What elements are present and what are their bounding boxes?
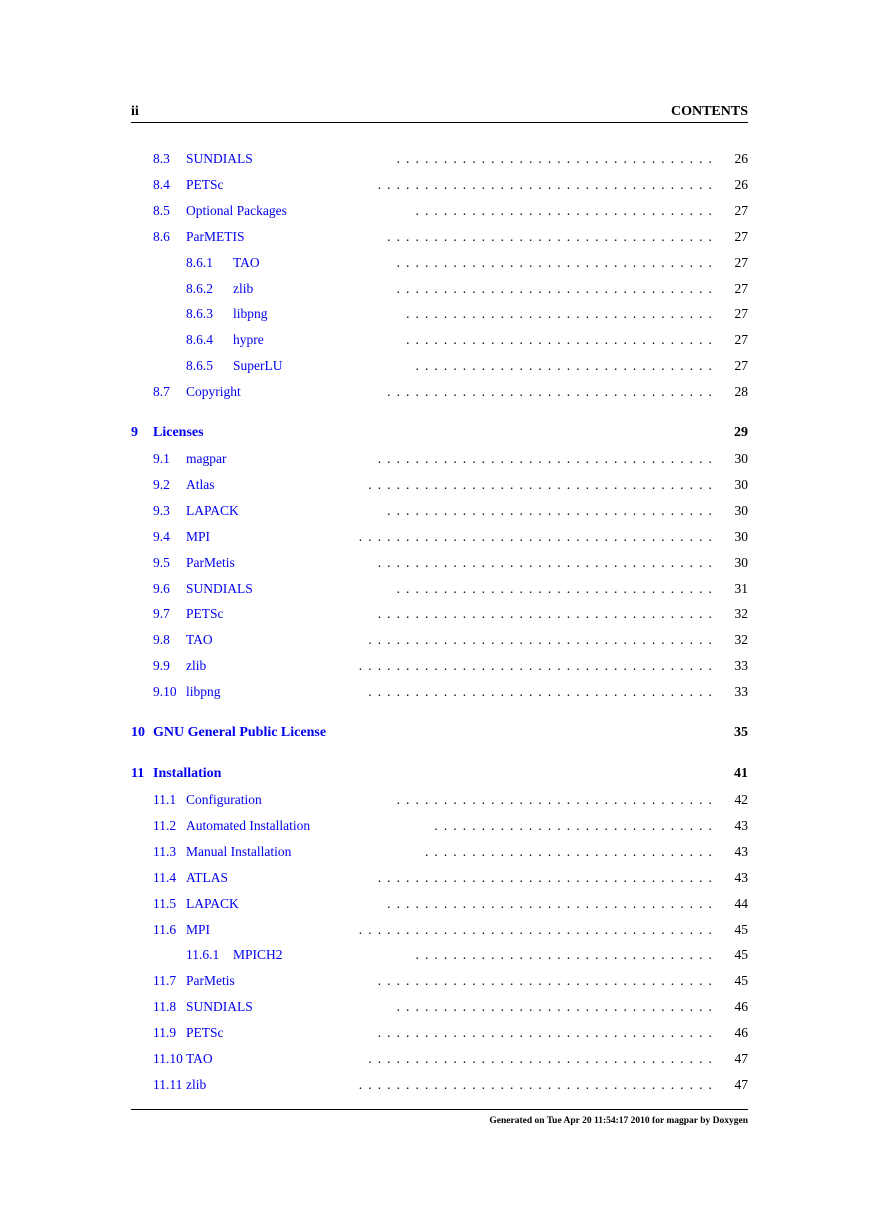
toc-section-entry[interactable] [186, 331, 748, 349]
toc-section-entry[interactable] [153, 502, 748, 520]
toc-entry-page: 33 [734, 658, 748, 674]
toc-entry-number[interactable]: 11.7 [153, 973, 177, 989]
toc-entry-number[interactable]: 11.6.1 [186, 947, 220, 963]
toc-entry-number[interactable]: 11.5 [153, 895, 177, 911]
toc-section-entry[interactable] [153, 228, 748, 246]
toc-entry-title[interactable]: LAPACK [186, 502, 239, 518]
toc-entry-page: 47 [734, 1051, 748, 1066]
toc-entry-page: 46 [734, 999, 748, 1015]
footer-generated-text: Generated on Tue Apr 20 11:54:17 2010 for magpar by Doxygen [489, 1116, 748, 1126]
toc-entry-title[interactable]: Optional Packages [186, 202, 287, 218]
toc-section-entry[interactable] [153, 869, 748, 887]
toc-entry-title[interactable]: zlib [233, 280, 254, 296]
toc-entry-number[interactable]: 11 [131, 766, 145, 781]
toc-section-entry[interactable] [153, 1024, 748, 1042]
toc-entry-title[interactable]: Installation [153, 766, 222, 781]
toc-entry-number[interactable]: 9 [131, 425, 138, 440]
toc-entry-page: 27 [734, 332, 748, 348]
toc-chapter-entry[interactable] [131, 424, 748, 442]
toc-entry-title[interactable]: SUNDIALS [186, 999, 253, 1015]
toc-entry-title[interactable]: ParMetis [186, 554, 235, 570]
toc-entry-page: 27 [734, 280, 748, 296]
toc-dot-leader: . . . . . . . . . . . . . . . . . . . . . . . . . . . . . . . . . . . . . [368, 632, 718, 648]
toc-entry-title[interactable]: zlib [186, 658, 207, 674]
toc-dot-leader: . . . . . . . . . . . . . . . . . . . . . . . . . . . . . . [434, 817, 718, 833]
toc-dot-leader: . . . . . . . . . . . . . . . . . . . . . . . . . . . . . . . . . . [396, 280, 718, 296]
toc-section-entry[interactable] [153, 476, 748, 494]
toc-entry-title[interactable]: ATLAS [186, 869, 229, 885]
toc-section-entry[interactable] [153, 683, 748, 701]
toc-entry-title[interactable]: MPI [186, 921, 211, 937]
toc-entry-title[interactable]: libpng [233, 306, 268, 322]
toc-entry-title[interactable]: GNU General Public License [153, 725, 327, 740]
toc-chapter-entry[interactable] [131, 724, 748, 742]
toc-section-entry[interactable] [153, 202, 748, 220]
toc-entry-title[interactable]: magpar [186, 451, 227, 466]
toc-entry-number[interactable]: 9.9 [153, 658, 170, 674]
toc-section-entry[interactable] [153, 998, 748, 1016]
toc-entry-page: 30 [734, 502, 748, 518]
toc-entry-number[interactable]: 8.7 [153, 384, 170, 400]
toc-section-entry[interactable] [153, 1050, 748, 1068]
toc-entry-page: 44 [734, 895, 748, 911]
toc-entry-title[interactable]: TAO [186, 632, 213, 648]
toc-entry-number[interactable]: 11.2 [153, 817, 177, 833]
toc-entry-number[interactable]: 11.6 [153, 921, 177, 937]
toc-entry-page: 45 [734, 921, 748, 937]
toc-entry-number[interactable]: 9.4 [153, 528, 170, 544]
toc-dot-leader: . . . . . . . . . . . . . . . . . . . . . . . . . . . . . . . . . . . . [377, 606, 718, 622]
toc-entry-number[interactable]: 8.5 [153, 202, 170, 218]
toc-entry-title[interactable]: Automated Installation [186, 817, 311, 833]
toc-entry-page: 43 [734, 869, 748, 885]
toc-entry-title[interactable]: SuperLU [233, 358, 283, 374]
toc-dot-leader: . . . . . . . . . . . . . . . . . . . . . . . . . . . . . . . . . . . . . [368, 476, 718, 492]
toc-section-entry[interactable] [153, 657, 748, 675]
toc-dot-leader: . . . . . . . . . . . . . . . . . . . . . . . . . . . . . . . . . . . . . [368, 1051, 718, 1066]
toc-entry-page: 45 [734, 947, 748, 963]
toc-section-entry[interactable] [186, 357, 748, 375]
toc-entry-title[interactable]: MPI [186, 528, 211, 544]
toc-entry-title[interactable]: PETSc [186, 606, 224, 622]
toc-entry-page: 33 [734, 684, 748, 700]
toc-entry-page: 27 [734, 202, 748, 218]
toc-entry-number[interactable]: 8.6 [153, 228, 170, 244]
toc-entry-number[interactable]: 8.6.5 [186, 358, 213, 374]
toc-entry-title[interactable]: TAO [233, 254, 260, 270]
toc-section-entry[interactable] [153, 843, 748, 861]
toc-entry-page: 42 [734, 792, 748, 807]
toc-entry-number[interactable]: 11.10 [153, 1051, 183, 1066]
toc-chapter-entry[interactable] [131, 765, 748, 783]
toc-dot-leader: . . . . . . . . . . . . . . . . . . . . . . . . . . . . . . . . [415, 202, 718, 218]
toc-entry-number[interactable]: 9.8 [153, 632, 170, 648]
toc-entry-page: 32 [734, 632, 748, 648]
toc-entry-page: 29 [734, 425, 748, 440]
toc-section-entry[interactable] [186, 254, 748, 272]
toc-section-entry[interactable] [153, 150, 748, 168]
toc-dot-leader: . . . . . . . . . . . . . . . . . . . . . . . . . . . . . . . . . . [396, 999, 718, 1015]
toc-entry-number[interactable]: 8.6.2 [186, 280, 213, 296]
toc-entry-page: 26 [734, 176, 748, 192]
toc-section-entry[interactable] [153, 554, 748, 572]
toc-entry-title[interactable]: Copyright [186, 384, 241, 400]
toc-section-entry[interactable] [186, 305, 748, 323]
toc-entry-page: 43 [734, 843, 748, 859]
toc-dot-leader: . . . . . . . . . . . . . . . . . . . . . . . . . . . . . . . . . . . . [377, 176, 718, 192]
toc-entry-number[interactable]: 8.4 [153, 176, 170, 192]
toc-section-entry[interactable] [153, 580, 748, 598]
toc-entry-page: 31 [734, 580, 748, 596]
toc-entry-page: 27 [734, 358, 748, 374]
toc-entry-page: 35 [734, 725, 748, 740]
page-header [131, 104, 748, 123]
toc-dot-leader: . . . . . . . . . . . . . . . . . . . . . . . . . . . . . . . . . . . . . [368, 684, 718, 700]
toc-section-entry[interactable] [153, 791, 748, 809]
toc-entry-title[interactable]: Manual Installation [186, 843, 292, 859]
toc-entry-page: 45 [734, 973, 748, 989]
toc-entry-title[interactable]: PETSc [186, 176, 224, 192]
toc-entry-page: 27 [734, 254, 748, 270]
toc-entry-title[interactable]: TAO [186, 1051, 213, 1066]
toc-dot-leader: . . . . . . . . . . . . . . . . . . . . . . . . . . . . . . . . . . [396, 254, 718, 270]
toc-entry-page: 27 [734, 228, 748, 244]
toc-dot-leader: . . . . . . . . . . . . . . . . . . . . . . . . . . . . . . . . . . [396, 580, 718, 596]
toc-entry-title[interactable]: ParMETIS [186, 228, 245, 244]
toc-entry-title[interactable]: SUNDIALS [186, 151, 253, 166]
toc-section-entry[interactable] [153, 450, 748, 468]
toc-entry-page: 27 [734, 306, 748, 322]
toc-section-entry[interactable] [153, 1076, 748, 1094]
toc-entry-page: 41 [734, 766, 748, 781]
toc-dot-leader: . . . . . . . . . . . . . . . . . . . . . . . . . . . . . . . . . . . . [377, 869, 718, 885]
toc-entry-title[interactable]: LAPACK [186, 895, 239, 911]
toc-entry-number[interactable]: 8.6.3 [186, 306, 213, 322]
toc-dot-leader: . . . . . . . . . . . . . . . . . . . . . . . . . . . . . . . . . . . [387, 895, 718, 911]
toc-section-entry[interactable] [153, 605, 748, 623]
toc-entry-number[interactable]: 9.7 [153, 606, 170, 622]
toc-entry-number[interactable]: 10 [131, 725, 145, 740]
toc-dot-leader: . . . . . . . . . . . . . . . . . . . . . . . . . . . . . . . . [415, 947, 718, 963]
toc-entry-number[interactable]: 8.6.1 [186, 254, 213, 270]
toc-entry-page: 46 [734, 1025, 748, 1041]
toc-entry-page: 26 [734, 151, 748, 166]
page-number-roman: ii [131, 104, 139, 119]
toc-section-entry[interactable] [153, 921, 748, 939]
toc-dot-leader: . . . . . . . . . . . . . . . . . . . . . . . . . . . . . . . [424, 843, 718, 859]
toc-entry-number[interactable]: 11.8 [153, 999, 177, 1015]
toc-entry-page: 30 [734, 476, 748, 492]
toc-dot-leader: . . . . . . . . . . . . . . . . . . . . . . . . . . . . . . . . . . . . . . [358, 528, 718, 544]
running-title: CONTENTS [670, 104, 748, 119]
toc-entry-title[interactable]: MPICH2 [233, 947, 283, 963]
toc-section-entry[interactable] [186, 946, 748, 964]
toc-dot-leader: . . . . . . . . . . . . . . . . . . . . . . . . . . . . . . . . . . . . . . [358, 921, 718, 937]
toc-entry-number[interactable]: 9.3 [153, 502, 170, 518]
page-footer [131, 1109, 748, 1126]
toc-dot-leader: . . . . . . . . . . . . . . . . . . . . . . . . . . . . . . . . . . . . . . [358, 1076, 718, 1092]
toc-section-entry[interactable] [153, 528, 748, 546]
toc-entry-number[interactable]: 11.4 [153, 869, 177, 885]
toc-section-entry[interactable] [153, 383, 748, 401]
toc-dot-leader: . . . . . . . . . . . . . . . . . . . . . . . . . . . . . . . . . . . . [377, 973, 718, 989]
toc-entry-title[interactable]: Configuration [186, 792, 262, 807]
toc-entry-page: 32 [734, 606, 748, 622]
toc-entry-title[interactable]: PETSc [186, 1025, 224, 1041]
toc-dot-leader: . . . . . . . . . . . . . . . . . . . . . . . . . . . . . . . . . [406, 332, 718, 348]
toc-section-entry[interactable] [153, 631, 748, 649]
toc-entry-page: 30 [734, 528, 748, 544]
toc-entry-number[interactable]: 11.1 [153, 792, 177, 807]
toc-entry-number[interactable]: 8.6.4 [186, 332, 213, 348]
toc-entry-title[interactable]: SUNDIALS [186, 580, 253, 596]
toc-entry-number[interactable]: 8.3 [153, 151, 170, 166]
toc-entry-page: 28 [734, 384, 748, 400]
toc-dot-leader: . . . . . . . . . . . . . . . . . . . . . . . . . . . . . . . . . . . . [377, 451, 718, 466]
toc-dot-leader: . . . . . . . . . . . . . . . . . . . . . . . . . . . . . . . . . . . [387, 384, 718, 400]
toc-entry-title[interactable]: ParMetis [186, 973, 235, 989]
toc-dot-leader: . . . . . . . . . . . . . . . . . . . . . . . . . . . . . . . . . . . [387, 502, 718, 518]
toc-entry-title[interactable]: libpng [186, 684, 221, 700]
toc-section-entry[interactable] [153, 895, 748, 913]
toc-entry-page: 30 [734, 554, 748, 570]
toc-entry-title[interactable]: hypre [233, 332, 264, 348]
toc-section-entry[interactable] [153, 972, 748, 990]
toc-entry-number[interactable]: 9.1 [153, 451, 170, 466]
toc-dot-leader: . . . . . . . . . . . . . . . . . . . . . . . . . . . . . . . . . . . . [377, 554, 718, 570]
toc-dot-leader: . . . . . . . . . . . . . . . . . . . . . . . . . . . . . . . . . . . [387, 228, 718, 244]
toc-dot-leader: . . . . . . . . . . . . . . . . . . . . . . . . . . . . . . . . . [406, 306, 718, 322]
toc-entry-title[interactable]: zlib [186, 1076, 207, 1092]
toc-entry-title[interactable]: Atlas [186, 476, 215, 492]
toc-entry-page: 43 [734, 817, 748, 833]
toc-entry-number[interactable]: 9.10 [153, 684, 177, 700]
toc-dot-leader: . . . . . . . . . . . . . . . . . . . . . . . . . . . . . . . . . . . . [377, 1025, 718, 1041]
toc-entry-number[interactable]: 9.6 [153, 580, 170, 596]
toc-entry-number[interactable]: 9.5 [153, 554, 170, 570]
toc-section-entry[interactable] [153, 817, 748, 835]
toc-entry-number[interactable]: 11.11 [153, 1076, 183, 1092]
toc-entry-number[interactable]: 11.3 [153, 843, 177, 859]
toc-dot-leader: . . . . . . . . . . . . . . . . . . . . . . . . . . . . . . . . [415, 358, 718, 374]
toc-entry-number[interactable]: 9.2 [153, 476, 170, 492]
toc-dot-leader: . . . . . . . . . . . . . . . . . . . . . . . . . . . . . . . . . . . . . . [358, 658, 718, 674]
toc-dot-leader: . . . . . . . . . . . . . . . . . . . . . . . . . . . . . . . . . . [396, 792, 718, 807]
toc-section-entry[interactable] [153, 176, 748, 194]
toc-dot-leader: . . . . . . . . . . . . . . . . . . . . . . . . . . . . . . . . . . [396, 151, 718, 166]
toc-section-entry[interactable] [186, 280, 748, 298]
toc-entry-number[interactable]: 11.9 [153, 1025, 177, 1041]
toc-entry-page: 47 [734, 1076, 748, 1092]
toc-entry-page: 30 [734, 451, 748, 466]
toc-entry-title[interactable]: Licenses [153, 425, 204, 440]
